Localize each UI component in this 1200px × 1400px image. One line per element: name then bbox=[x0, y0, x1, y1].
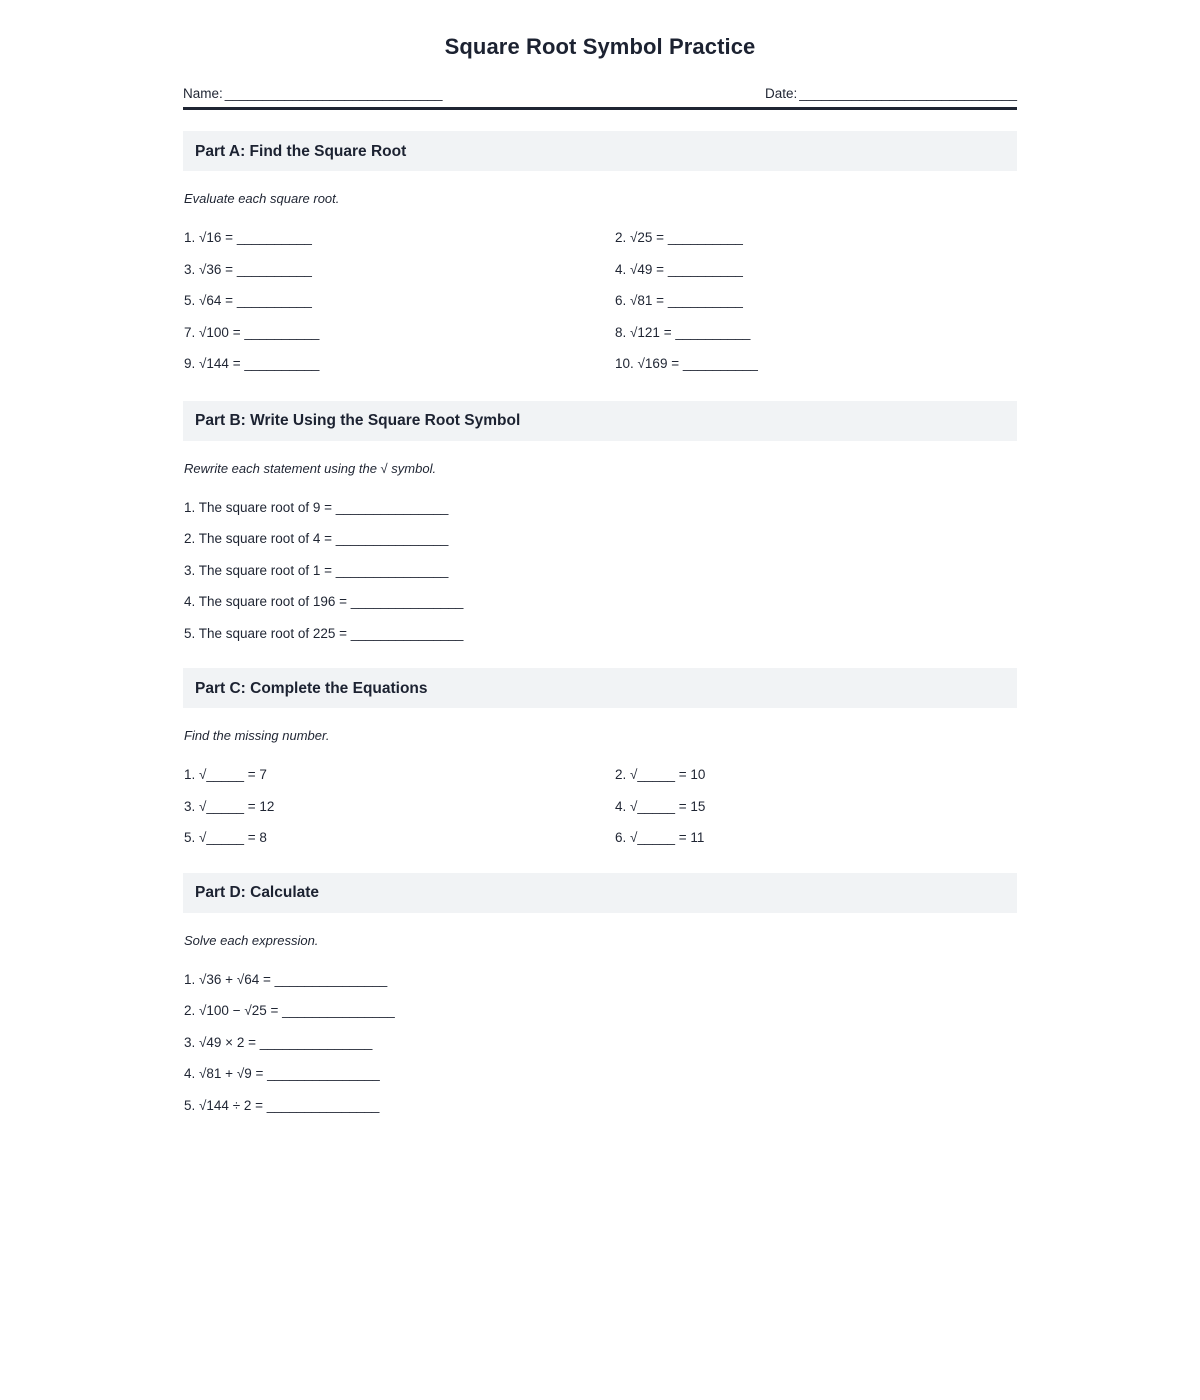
problem-item[interactable]: 9. √144 = __________ bbox=[184, 356, 320, 372]
problem-item[interactable]: 3. The square root of 1 = _______________ bbox=[184, 562, 449, 578]
problem-item[interactable]: 3. √36 = __________ bbox=[184, 261, 312, 277]
problem-item[interactable]: 2. √_____ = 10 bbox=[615, 767, 706, 783]
problem-item[interactable]: 4. The square root of 196 = _______________ bbox=[184, 594, 464, 610]
problem-item[interactable]: 6. √81 = __________ bbox=[615, 293, 743, 309]
problem-list-part-b bbox=[183, 492, 1017, 650]
spacer bbox=[183, 854, 1017, 873]
section-title: Part D: Calculate bbox=[195, 884, 320, 902]
problem-item[interactable]: 1. The square root of 9 = _______________ bbox=[184, 499, 449, 515]
section-title: Part A: Find the Square Root bbox=[195, 142, 407, 160]
section-title: Part B: Write Using the Square Root Symbol bbox=[195, 412, 521, 430]
problem-list-part-a bbox=[183, 222, 1017, 380]
problem-item[interactable]: 5. √144 ÷ 2 = _______________ bbox=[184, 1097, 380, 1113]
spacer bbox=[183, 380, 1017, 401]
problem-item[interactable]: 1. √_____ = 7 bbox=[184, 767, 267, 783]
problem-item[interactable]: 4. √_____ = 15 bbox=[615, 798, 706, 814]
problem-item[interactable]: 2. √100 − √25 = _______________ bbox=[184, 1003, 395, 1019]
section-instruction: Find the missing number. bbox=[184, 728, 330, 744]
section-header-part-c bbox=[183, 668, 1017, 708]
section-instruction: Solve each expression. bbox=[184, 932, 319, 948]
problem-item[interactable]: 2. √25 = __________ bbox=[615, 230, 743, 246]
name-blank-line[interactable]: _____________________________ bbox=[224, 86, 443, 102]
spacer bbox=[183, 649, 1017, 668]
section-part-b bbox=[183, 401, 1017, 650]
problem-item[interactable]: 5. The square root of 225 = _______________ bbox=[184, 625, 464, 641]
problem-item[interactable]: 4. √49 = __________ bbox=[615, 261, 743, 277]
section-header-part-d bbox=[183, 873, 1017, 913]
problem-item[interactable]: 1. √16 = __________ bbox=[184, 230, 312, 246]
section-instruction: Evaluate each square root. bbox=[184, 191, 340, 207]
problem-item[interactable]: 10. √169 = __________ bbox=[615, 356, 758, 372]
problem-item[interactable]: 8. √121 = __________ bbox=[615, 324, 751, 340]
section-part-c bbox=[183, 668, 1017, 854]
section-part-a bbox=[183, 131, 1017, 380]
section-title: Part C: Complete the Equations bbox=[195, 679, 428, 697]
problem-item[interactable]: 5. √64 = __________ bbox=[184, 293, 312, 309]
problem-item[interactable]: 6. √_____ = 11 bbox=[615, 830, 705, 846]
name-field[interactable] bbox=[183, 86, 443, 101]
problem-item[interactable]: 5. √_____ = 8 bbox=[184, 830, 267, 846]
spacer bbox=[183, 110, 1017, 131]
page-title: Square Root Symbol Practice bbox=[444, 34, 756, 59]
problem-item[interactable]: 3. √_____ = 12 bbox=[184, 798, 275, 814]
problem-item[interactable]: 2. The square root of 4 = _______________ bbox=[184, 531, 449, 547]
problem-item[interactable]: 3. √49 × 2 = _______________ bbox=[184, 1034, 373, 1050]
problem-list-part-d bbox=[183, 964, 1017, 1122]
worksheet-content bbox=[183, 0, 1017, 1121]
name-date-row bbox=[183, 86, 1017, 101]
section-instruction: Rewrite each statement using the √ symbol. bbox=[184, 460, 437, 476]
problem-item[interactable]: 4. √81 + √9 = _______________ bbox=[184, 1066, 380, 1082]
date-label: Date: bbox=[764, 86, 798, 102]
problem-item[interactable]: 7. √100 = __________ bbox=[184, 324, 320, 340]
problem-item[interactable]: 1. √36 + √64 = _______________ bbox=[184, 971, 388, 987]
problem-list-part-c bbox=[183, 759, 1017, 854]
section-header-part-b bbox=[183, 401, 1017, 441]
section-part-d bbox=[183, 873, 1017, 1122]
date-field[interactable] bbox=[765, 86, 1017, 101]
name-label: Name: bbox=[183, 86, 223, 102]
section-header-part-a bbox=[183, 131, 1017, 171]
date-blank-line[interactable]: _____________________________ bbox=[799, 86, 1017, 102]
